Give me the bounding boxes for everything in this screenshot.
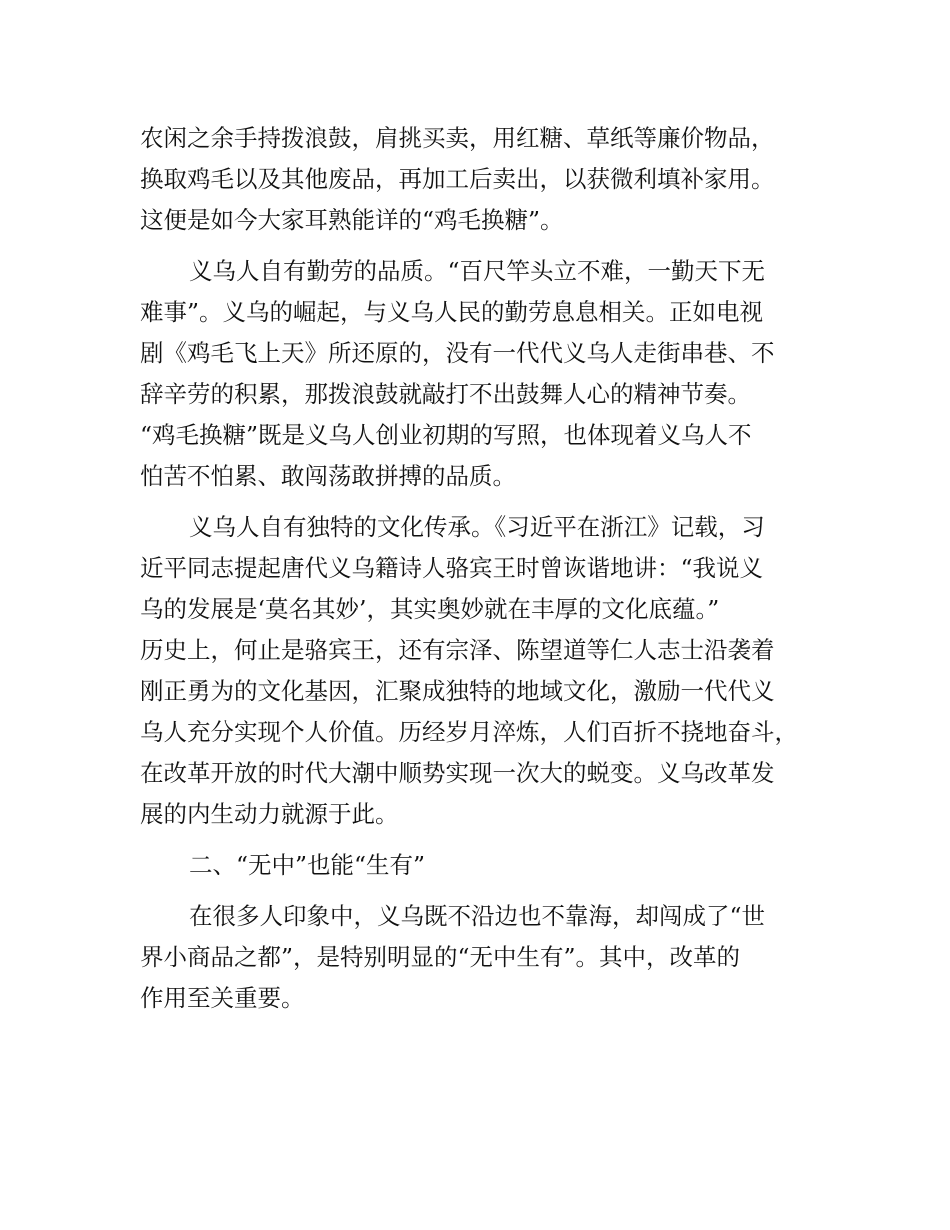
paragraph-continuation <box>140 118 812 241</box>
text-line: 义乌人自有勤劳的品质。“百尺竿头立不难，一勤天下无 <box>189 257 766 285</box>
text-line: 乌的发展是‘莫名其妙’，其实奥妙就在丰厚的文化底蕴。” <box>140 595 720 623</box>
text-line: 乌人充分实现个人价值。历经岁月淬炼，人们百折不挠地奋斗， <box>140 718 798 746</box>
text-line: 在改革开放的时代大潮中顺势实现一次大的蜕变。义乌改革发 <box>140 759 775 787</box>
text-line: 刚正勇为的文化基因，汇聚成独特的地域文化，激励一代代义 <box>140 677 775 705</box>
text-line: 近平同志提起唐代义乌籍诗人骆宾王时曾诙谐地讲：“我说义 <box>140 554 764 582</box>
text-line: 这便是如今大家耳熟能详的“鸡毛换糖”。 <box>140 206 564 234</box>
text-line: 历史上，何止是骆宾王，还有宗泽、陈望道等仁人志士沿袭着 <box>140 636 775 664</box>
text-line: 在很多人印象中，义乌既不沿边也不靠海，却闯成了“世 <box>189 902 766 930</box>
text-line: 作用至关重要。 <box>140 984 305 1012</box>
text-line: 界小商品之都”，是特别明显的“无中生有”。其中，改革的 <box>140 943 741 971</box>
text-line: “鸡毛换糖”既是义乌人创业初期的写照，也体现着义乌人不 <box>140 421 752 449</box>
document-body <box>140 118 812 1029</box>
section-heading <box>140 845 812 886</box>
text-line: 义乌人自有独特的文化传承。《习近平在浙江》记载，习 <box>189 513 765 541</box>
text-line: 怕苦不怕累、敢闯荡敢拼搏的品质。 <box>140 462 516 490</box>
text-line: 剧《鸡毛飞上天》所还原的，没有一代代义乌人走街串巷、不 <box>140 339 775 367</box>
heading-line: 二、“无中”也能“生有” <box>189 851 426 879</box>
text-line: 展的内生动力就源于此。 <box>140 800 399 828</box>
paragraph-diligence <box>140 251 812 497</box>
text-line: 农闲之余手持拨浪鼓，肩挑买卖，用红糖、草纸等廉价物品， <box>140 124 775 152</box>
paragraph-reform <box>140 896 812 1019</box>
paragraph-culture <box>140 507 812 835</box>
text-line: 难事”。义乌的崛起，与义乌人民的勤劳息息相关。正如电视 <box>140 298 764 326</box>
text-line: 换取鸡毛以及其他废品，再加工后卖出，以获微利填补家用。 <box>140 165 775 193</box>
text-line: 辞辛劳的积累，那拨浪鼓就敲打不出鼓舞人心的精神节奏。 <box>140 380 751 408</box>
